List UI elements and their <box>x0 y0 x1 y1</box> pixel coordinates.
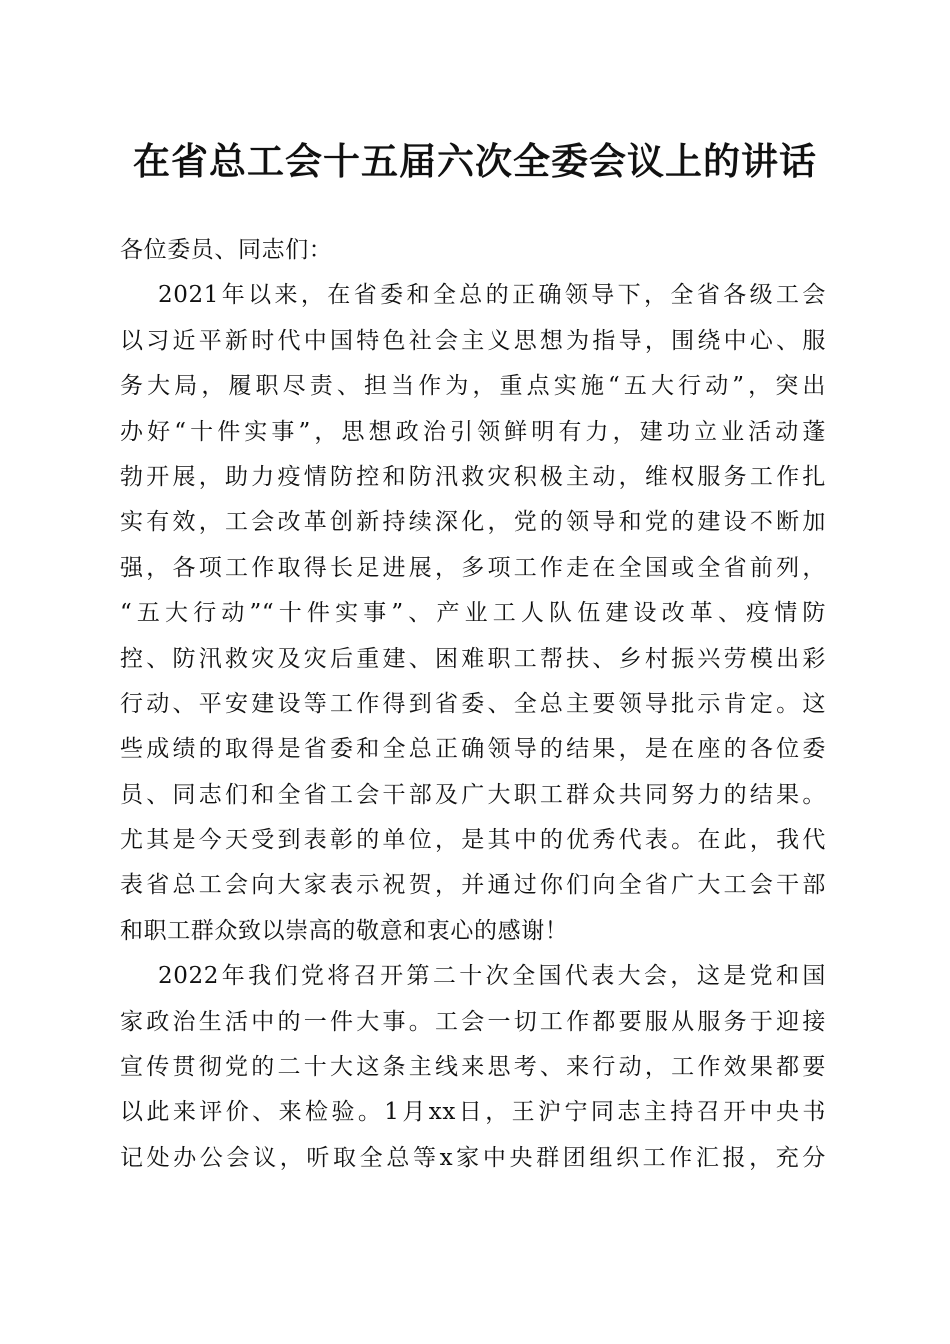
paragraph-line: 以习近平新时代中国特色社会主义思想为指导，围绕中心、服 <box>120 327 826 354</box>
document-body <box>120 228 826 1181</box>
paragraph-line: 表省总工会向大家表示祝贺，并通过你们向全省广大工会干部 <box>120 872 826 899</box>
paragraph-line: 务大局，履职尽责、担当作为，重点实施“五大行动”，突出 <box>120 373 826 400</box>
paragraph-line: 办好“十件实事”，思想政治引领鲜明有力，建功立业活动蓬 <box>120 418 826 445</box>
document-title: 在省总工会十五届六次全委会议上的讲话 <box>133 139 817 183</box>
paragraph-line: 宣传贯彻党的二十大这条主线来思考、来行动，工作效果都要 <box>120 1054 826 1081</box>
paragraph-line: 2021年以来，在省委和全总的正确领导下，全省各级工会 <box>158 282 826 309</box>
paragraph-line: 尤其是今天受到表彰的单位，是其中的优秀代表。在此，我代 <box>120 827 826 854</box>
paragraph-line: 强，各项工作取得长足进展，多项工作走在全国或全省前列， <box>120 554 826 581</box>
paragraph-line: “五大行动”“十件实事”、产业工人队伍建设改革、疫情防 <box>120 600 826 627</box>
paragraph-line: 实有效，工会改革创新持续深化，党的领导和党的建设不断加 <box>120 509 826 536</box>
salutation: 各位委员、同志们： <box>120 237 333 263</box>
paragraph-line: 以此来评价、来检验。1月xx日，王沪宁同志主持召开中央书 <box>120 1099 826 1126</box>
paragraph-line: 和职工群众致以崇高的敬意和衷心的感谢！ <box>120 917 569 944</box>
paragraph-line: 些成绩的取得是省委和全总正确领导的结果，是在座的各位委 <box>120 736 826 763</box>
paragraph-2 <box>120 954 826 1181</box>
paragraph-line: 记处办公会议，听取全总等x家中央群团组织工作汇报，充分 <box>120 1144 826 1171</box>
paragraph-line: 家政治生活中的一件大事。工会一切工作都要服从服务于迎接 <box>120 1008 826 1035</box>
paragraph-1 <box>120 273 826 954</box>
paragraph-line: 勃开展，助力疫情防控和防汛救灾积极主动，维权服务工作扎 <box>120 463 826 490</box>
paragraph-line: 2022年我们党将召开第二十次全国代表大会，这是党和国 <box>158 963 826 990</box>
paragraph-line: 员、同志们和全省工会干部及广大职工群众共同努力的结果。 <box>120 781 826 808</box>
paragraph-line: 控、防汛救灾及灾后重建、困难职工帮扶、乡村振兴劳模出彩 <box>120 645 826 672</box>
paragraph-line: 行动、平安建设等工作得到省委、全总主要领导批示肯定。这 <box>120 690 826 717</box>
